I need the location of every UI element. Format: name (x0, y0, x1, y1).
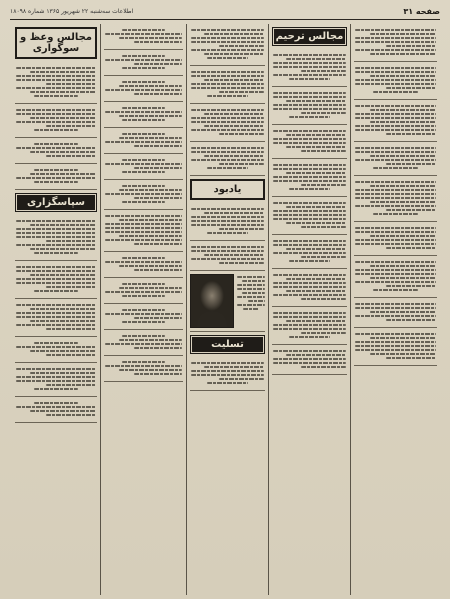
notice-block (190, 24, 265, 66)
page-header (10, 4, 440, 20)
column-2 (268, 24, 350, 595)
notice-block (354, 142, 437, 176)
notice-block (15, 337, 97, 363)
notice-block (272, 49, 347, 87)
notice-block (354, 298, 437, 328)
notice-block (15, 62, 97, 104)
notice-block (354, 328, 437, 366)
notice-block (272, 159, 347, 197)
notice-block (104, 102, 183, 128)
section-banner-remembrance: یادبود (190, 179, 265, 200)
notice-block (190, 104, 265, 142)
notice-block (354, 24, 437, 62)
notice-block (15, 397, 97, 423)
notice-block (15, 138, 97, 164)
notice-block (15, 299, 97, 337)
notice-block (190, 203, 265, 241)
issue-info: اطلاعات سه‌شنبه ۲۲ شهریور ۱۳۶۵ شماره ۱۸۰۹۸ (10, 8, 134, 15)
portrait-photo (190, 274, 234, 328)
notice-block (272, 345, 347, 375)
notice-block (272, 87, 347, 125)
notice-block (104, 356, 183, 382)
notice-block (104, 180, 183, 210)
notice-block (354, 222, 437, 256)
notice-block (104, 304, 183, 330)
notice-block (104, 252, 183, 278)
column-5 (12, 24, 100, 595)
notice-block (104, 128, 183, 154)
notice-block (15, 363, 97, 397)
column-4 (100, 24, 186, 595)
notice-block (104, 50, 183, 76)
notice-block (104, 24, 183, 50)
notice-block (190, 241, 265, 271)
notice-block (104, 76, 183, 102)
notice-block (272, 269, 347, 307)
column-3 (186, 24, 268, 595)
notice-block (15, 164, 97, 190)
column-1 (350, 24, 440, 595)
notice-block (104, 278, 183, 304)
notice-block (15, 104, 97, 138)
notice-block (354, 100, 437, 142)
notice-block (104, 154, 183, 180)
section-banner-thanks: سپاسگزاری (15, 193, 97, 212)
page-number: صفحه ۳۱ (403, 7, 440, 16)
notice-block (272, 125, 347, 159)
notice-block (354, 176, 437, 222)
section-banner-memorial: مجالس وعظ و سوگواری (15, 27, 97, 59)
notice-block (15, 215, 97, 261)
notice-block (354, 62, 437, 100)
notice-block (272, 307, 347, 345)
notice-block (15, 261, 97, 299)
notice-block (104, 210, 183, 252)
memorial-notice-with-photo (190, 271, 265, 332)
notice-block (272, 197, 347, 235)
notice-block (190, 357, 265, 391)
notice-block (272, 235, 347, 269)
notice-block (354, 256, 437, 298)
notice-block (104, 330, 183, 356)
section-banner-sympathy: تسلیت (190, 335, 265, 354)
notice-block (190, 66, 265, 104)
section-banner-condolence: مجالس ترحیم (272, 27, 347, 46)
notice-block (190, 142, 265, 176)
